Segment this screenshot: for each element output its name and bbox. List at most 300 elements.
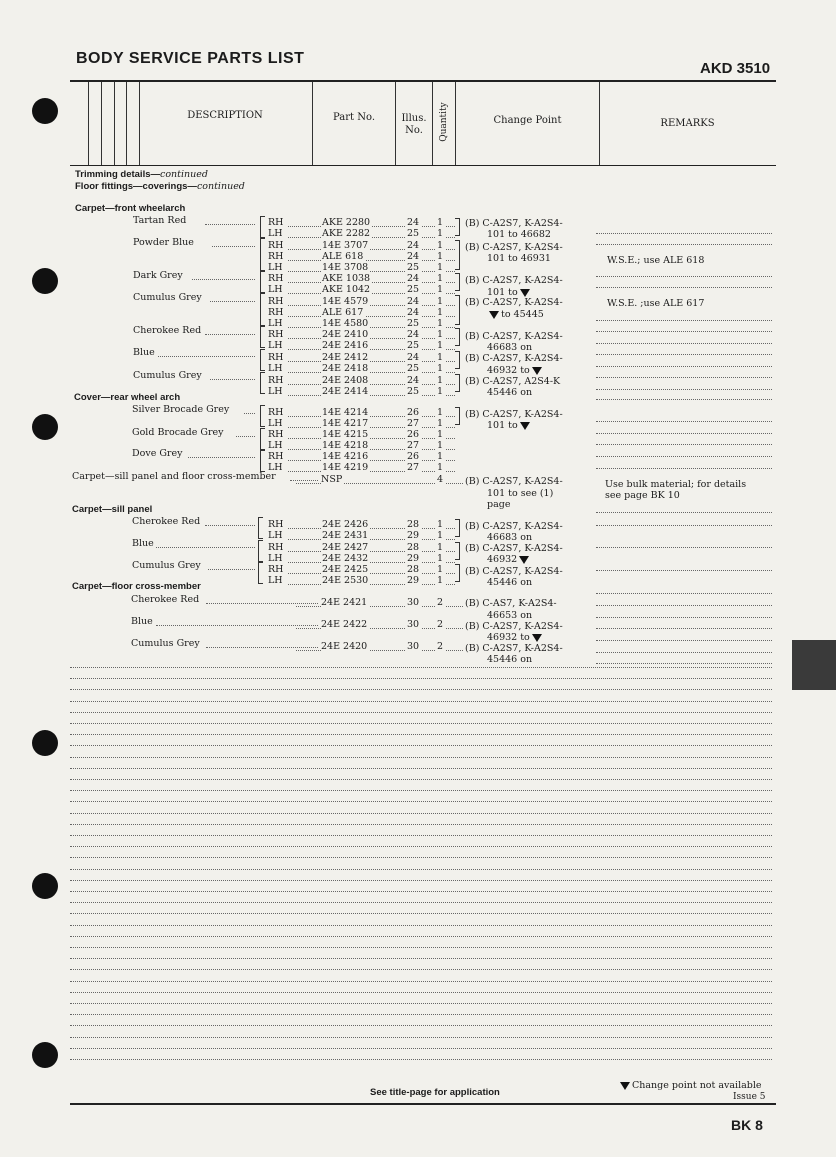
leader-dots [188, 457, 255, 458]
change-bracket [455, 218, 460, 236]
change-point: (B) C-A2S7, K-A2S4- [465, 543, 563, 554]
row-quantity: 1 [437, 407, 444, 418]
row-side: RH [268, 407, 284, 418]
blank-ruled-line [70, 1003, 772, 1004]
row-illus-no: 26 [407, 451, 420, 462]
binder-hole [32, 873, 58, 899]
row-side: LH [268, 462, 283, 473]
row-illus-no: 24 [407, 217, 420, 228]
leader-dots [206, 603, 318, 604]
row-illus-no: 24 [407, 240, 420, 251]
col-divider [139, 82, 140, 165]
blank-ruled-line [70, 913, 772, 914]
col-header-change-point: Change Point [493, 115, 562, 126]
change-point: (B) C-A2S7, K-A2S4- [465, 409, 563, 420]
row-side: RH [268, 375, 284, 386]
row-illus-no: 27 [407, 418, 420, 429]
col-header-quantity: Quantity [439, 102, 449, 142]
leader-dots [236, 436, 255, 437]
group-heading: Carpet—floor cross-member [72, 581, 201, 592]
side-bracket [260, 326, 265, 348]
row-quantity: 1 [437, 340, 444, 351]
row-illus-no: 27 [407, 462, 420, 473]
row-part-no: 14E 3707 [322, 240, 369, 251]
row-part-no: 14E 4580 [322, 318, 369, 329]
leader-dots [206, 647, 318, 648]
legend-triangle-icon [620, 1082, 630, 1090]
change-bracket [455, 407, 460, 425]
blank-ruled-line [70, 667, 772, 668]
blank-ruled-line [70, 869, 772, 870]
col-divider [455, 82, 456, 165]
row-quantity: 1 [437, 575, 444, 586]
row-side: RH [268, 307, 284, 318]
leader-dots [158, 356, 255, 357]
row-quantity: 1 [437, 262, 444, 273]
remarks-line [596, 456, 772, 457]
col-header-part-no: Part No. [333, 112, 375, 123]
item-description: Cherokee Red [132, 516, 201, 527]
row-quantity: 1 [437, 375, 444, 386]
leader-dots [288, 528, 455, 529]
change-point: (B) C-A2S7, K-A2S4- [465, 621, 563, 632]
leader-dots [288, 427, 455, 428]
row-illus-no: 24 [407, 273, 420, 284]
row-side: RH [268, 542, 284, 553]
group-heading: Cover—rear wheel arch [74, 392, 181, 403]
leader-dots [288, 438, 455, 439]
row-part-no: 24E 2410 [322, 329, 369, 340]
blank-ruled-line [70, 790, 772, 791]
row-part-no: ALE 618 [322, 251, 364, 262]
row-quantity: 2 [437, 597, 444, 608]
change-point: (B) C-A2S7, K-A2S4- [465, 331, 563, 342]
blank-ruled-line [70, 1059, 772, 1060]
row-illus-no: 25 [407, 340, 420, 351]
row-part-no: 24E 2431 [322, 530, 369, 541]
row-quantity: 1 [437, 352, 444, 363]
item-description: Cumulus Grey [133, 292, 202, 303]
row-part-no: NSP [321, 474, 343, 485]
row-quantity: 1 [437, 440, 444, 451]
change-bracket [455, 374, 460, 392]
item-description: Silver Brocade Grey [132, 404, 230, 415]
col-divider [88, 82, 89, 165]
row-side: LH [268, 262, 283, 273]
row-illus-no: 29 [407, 530, 420, 541]
remarks-line [596, 276, 772, 277]
leader-dots [288, 395, 455, 396]
change-point-triangle-icon [519, 556, 529, 564]
change-point-text: 101 to [487, 420, 518, 431]
change-bracket [455, 328, 460, 346]
change-point: (B) C-A2S7, K-A2S4- [465, 218, 563, 229]
row-illus-no: 25 [407, 363, 420, 374]
side-bracket [260, 293, 265, 326]
row-side: RH [268, 240, 284, 251]
col-divider [432, 82, 433, 165]
change-point [487, 309, 544, 320]
row-quantity: 1 [437, 386, 444, 397]
item-description: Carpet—sill panel and floor cross-member [72, 471, 276, 482]
row-part-no: 24E 2427 [322, 542, 369, 553]
issue-number: Issue 5 [733, 1092, 766, 1102]
row-quantity: 1 [437, 553, 444, 564]
binder-hole [32, 414, 58, 440]
change-point: 46653 on [487, 610, 533, 621]
blank-ruled-line [70, 1048, 772, 1049]
row-illus-no: 24 [407, 307, 420, 318]
leader-dots [288, 249, 455, 250]
row-part-no: 14E 4216 [322, 451, 369, 462]
leader-dots [156, 625, 318, 626]
change-bracket [455, 564, 460, 582]
application-note: See title-page for application [370, 1087, 500, 1098]
change-point: 46683 on [487, 532, 533, 543]
row-illus-no: 28 [407, 564, 420, 575]
leader-dots [290, 480, 318, 481]
change-point-triangle-icon [489, 311, 499, 319]
row-part-no: 14E 4579 [322, 296, 369, 307]
row-illus-no: 25 [407, 386, 420, 397]
col-divider [101, 82, 102, 165]
change-point-triangle-icon [520, 422, 530, 430]
row-side: RH [268, 251, 284, 262]
row-part-no: 24E 2530 [322, 575, 369, 586]
remarks-line [596, 343, 772, 344]
remarks-line [596, 444, 772, 445]
row-part-no: 14E 3708 [322, 262, 369, 273]
section-tab [792, 640, 836, 690]
blank-ruled-line [70, 857, 772, 858]
item-description: Tartan Red [133, 215, 187, 226]
change-point: (B) C-AS7, K-A2S4- [465, 598, 557, 609]
change-bracket [455, 295, 460, 325]
footer-rule [70, 1103, 776, 1105]
change-point-text: 46932 to [487, 365, 530, 376]
item-description: Cumulus Grey [132, 560, 201, 571]
remark: Use bulk material; for details [605, 479, 747, 490]
row-illus-no: 24 [407, 251, 420, 262]
leader-dots [288, 562, 455, 563]
change-point: 101 to see (1) [487, 488, 554, 499]
change-point [487, 632, 544, 643]
blank-ruled-line [70, 880, 772, 881]
blank-ruled-line [70, 689, 772, 690]
row-illus-no: 29 [407, 553, 420, 564]
row-quantity: 2 [437, 641, 444, 652]
side-bracket [260, 349, 265, 371]
leader-dots [288, 551, 455, 552]
change-point [465, 275, 563, 286]
row-quantity: 4 [437, 474, 444, 485]
change-point: (B) C-A2S7, K-A2S4- [465, 566, 563, 577]
remarks-line [596, 366, 772, 367]
blank-ruled-line [70, 835, 772, 836]
change-point-text: 46932 to [487, 632, 530, 643]
change-bracket [455, 273, 460, 291]
blank-ruled-line [70, 936, 772, 937]
item-description: Cumulus Grey [131, 638, 200, 649]
section-floor: Floor fittings—coverings— [75, 181, 197, 192]
col-divider [312, 82, 313, 165]
blank-ruled-line [70, 745, 772, 746]
change-point-triangle-icon [532, 367, 542, 375]
row-illus-no: 24 [407, 329, 420, 340]
change-point: (B) C-A2S7, K-A2S4- [465, 353, 563, 364]
legend-note [618, 1080, 762, 1091]
section-heading [75, 181, 245, 192]
remarks-line [596, 377, 772, 378]
row-part-no: 24E 2422 [321, 619, 368, 630]
remarks-line [596, 640, 772, 641]
row-quantity: 1 [437, 296, 444, 307]
row-quantity: 1 [437, 318, 444, 329]
row-part-no: 24E 2421 [321, 597, 368, 608]
row-part-no: AKE 2282 [322, 228, 371, 239]
row-illus-no: 24 [407, 375, 420, 386]
leader-dots [212, 246, 255, 247]
side-bracket [260, 271, 265, 293]
remarks-line [596, 663, 772, 664]
col-header-description: DESCRIPTION [187, 110, 263, 121]
change-point: (B) C-A2S7, K-A2S4- [465, 476, 563, 487]
change-bracket [455, 519, 460, 537]
row-quantity: 1 [437, 564, 444, 575]
binder-hole [32, 1042, 58, 1068]
row-illus-no: 25 [407, 284, 420, 295]
col-divider [126, 82, 127, 165]
row-illus-no: 25 [407, 318, 420, 329]
leader-dots [205, 334, 255, 335]
leader-dots [210, 379, 255, 380]
row-quantity: 1 [437, 542, 444, 553]
row-part-no: 24E 2420 [321, 641, 368, 652]
remarks-line [596, 652, 772, 653]
section-trimming: Trimming details— [75, 169, 160, 180]
change-point [487, 420, 532, 431]
section-heading [75, 169, 208, 180]
leader-dots [288, 471, 455, 472]
row-part-no: 24E 2414 [322, 386, 369, 397]
legend-text: Change point not available [632, 1080, 762, 1091]
change-point: 45446 on [487, 577, 533, 588]
change-point: (B) C-A2S7, K-A2S4- [465, 297, 563, 308]
leader-dots [288, 372, 455, 373]
leader-dots [288, 584, 455, 585]
remarks-line [596, 628, 772, 629]
binder-hole [32, 730, 58, 756]
change-point: (B) C-A2S7, K-A2S4- [465, 242, 563, 253]
row-illus-no: 24 [407, 296, 420, 307]
change-point [487, 554, 531, 565]
row-quantity: 1 [437, 418, 444, 429]
blank-ruled-line [70, 891, 772, 892]
remarks-line [596, 525, 772, 526]
row-side: RH [268, 296, 284, 307]
leader-dots [288, 305, 455, 306]
col-divider [114, 82, 115, 165]
item-description: Cumulus Grey [133, 370, 202, 381]
leader-dots [288, 460, 455, 461]
blank-ruled-line [70, 768, 772, 769]
row-illus-no: 28 [407, 542, 420, 553]
change-point: 45446 on [487, 654, 533, 665]
item-description: Blue [132, 538, 154, 549]
row-part-no: 24E 2425 [322, 564, 369, 575]
row-side: LH [268, 553, 283, 564]
blank-ruled-line [70, 701, 772, 702]
blank-ruled-line [70, 824, 772, 825]
leader-dots [288, 338, 455, 339]
row-quantity: 1 [437, 217, 444, 228]
side-bracket [258, 517, 263, 539]
row-side: RH [268, 273, 284, 284]
header-top-rule [70, 80, 776, 82]
remarks-line [596, 287, 772, 288]
row-quantity: 1 [437, 519, 444, 530]
remark: see page BK 10 [605, 490, 680, 501]
header-bottom-rule [70, 165, 776, 166]
row-side: LH [268, 440, 283, 451]
remarks-line [596, 233, 772, 234]
blank-ruled-line [70, 992, 772, 993]
remark: W.S.E. ;use ALE 617 [607, 298, 705, 309]
change-point-triangle-icon [532, 634, 542, 642]
row-quantity: 1 [437, 429, 444, 440]
change-bracket [455, 240, 460, 270]
item-description: Dove Grey [132, 448, 183, 459]
leader-dots [288, 449, 455, 450]
row-part-no: 14E 4214 [322, 407, 369, 418]
leader-dots [288, 260, 455, 261]
item-description: Cherokee Red [133, 325, 202, 336]
change-point: (B) C-A2S7, K-A2S4- [465, 521, 563, 532]
row-part-no: 14E 4219 [322, 462, 369, 473]
row-part-no: AKE 1038 [322, 273, 371, 284]
blank-ruled-line [70, 902, 772, 903]
leader-dots [192, 279, 255, 280]
row-illus-no: 28 [407, 519, 420, 530]
remark: W.S.E.; use ALE 618 [607, 255, 705, 266]
change-point [487, 365, 544, 376]
remarks-line [596, 593, 772, 594]
change-bracket [455, 351, 460, 369]
change-point-text: 101 to [487, 287, 518, 298]
item-description: Cherokee Red [131, 594, 200, 605]
remarks-line [596, 547, 772, 548]
row-illus-no: 30 [407, 619, 420, 630]
item-description: Powder Blue [133, 237, 194, 248]
remarks-line [596, 468, 772, 469]
section-continued: continued [160, 169, 208, 180]
row-side: LH [268, 340, 283, 351]
side-bracket [260, 428, 265, 450]
blank-ruled-line [70, 969, 772, 970]
leader-dots [208, 569, 255, 570]
row-quantity: 1 [437, 228, 444, 239]
side-bracket [260, 372, 265, 394]
change-point: (B) C-A2S7, K-A2S4- [465, 643, 563, 654]
row-side: RH [268, 329, 284, 340]
row-side: RH [268, 352, 284, 363]
change-point: 101 to 46682 [487, 229, 551, 240]
row-quantity: 1 [437, 530, 444, 541]
row-illus-no: 25 [407, 228, 420, 239]
row-illus-no: 30 [407, 641, 420, 652]
row-side: LH [268, 418, 283, 429]
col-header-illus-no: No. [405, 125, 423, 136]
page-title: BODY SERVICE PARTS LIST [76, 50, 305, 67]
blank-ruled-line [70, 1037, 772, 1038]
row-side: LH [268, 284, 283, 295]
change-point: page [487, 499, 511, 510]
change-point: 46683 on [487, 342, 533, 353]
row-side: RH [268, 217, 284, 228]
blank-ruled-line [70, 1025, 772, 1026]
blank-ruled-line [70, 925, 772, 926]
leader-dots [205, 224, 255, 225]
row-illus-no: 26 [407, 429, 420, 440]
change-point-text: to 45445 [501, 309, 544, 320]
change-point-triangle-icon [520, 289, 530, 297]
leader-dots [210, 301, 255, 302]
change-point: 45446 on [487, 387, 533, 398]
row-part-no: AKE 2280 [322, 217, 371, 228]
row-side: LH [268, 228, 283, 239]
side-bracket [260, 238, 265, 271]
remarks-line [596, 389, 772, 390]
leader-dots [288, 361, 455, 362]
row-illus-no: 30 [407, 597, 420, 608]
blank-ruled-line [70, 813, 772, 814]
row-quantity: 1 [437, 251, 444, 262]
blank-ruled-line [70, 981, 772, 982]
row-side: LH [268, 386, 283, 397]
row-side: LH [268, 530, 283, 541]
remarks-line [596, 570, 772, 571]
leader-dots [205, 525, 255, 526]
side-bracket [260, 405, 265, 427]
remarks-line [596, 331, 772, 332]
row-side: RH [268, 429, 284, 440]
blank-ruled-line [70, 779, 772, 780]
row-side: LH [268, 318, 283, 329]
section-continued: continued [196, 181, 245, 192]
leader-dots [288, 316, 455, 317]
remarks-line [596, 399, 772, 400]
remarks-line [596, 354, 772, 355]
row-illus-no: 24 [407, 352, 420, 363]
binder-hole [32, 268, 58, 294]
row-part-no: 24E 2412 [322, 352, 369, 363]
blank-ruled-line [70, 723, 772, 724]
row-part-no: 24E 2416 [322, 340, 369, 351]
remarks-line [596, 433, 772, 434]
change-bracket [455, 542, 460, 560]
leader-dots [288, 349, 455, 350]
row-side: RH [268, 564, 284, 575]
item-description: Blue [133, 347, 155, 358]
side-bracket [258, 540, 263, 562]
row-side: RH [268, 519, 284, 530]
col-divider [599, 82, 600, 165]
leader-dots [288, 271, 455, 272]
blank-ruled-line [70, 734, 772, 735]
col-header-remarks: REMARKS [660, 118, 715, 129]
blank-ruled-line [70, 947, 772, 948]
leader-dots [244, 413, 255, 414]
